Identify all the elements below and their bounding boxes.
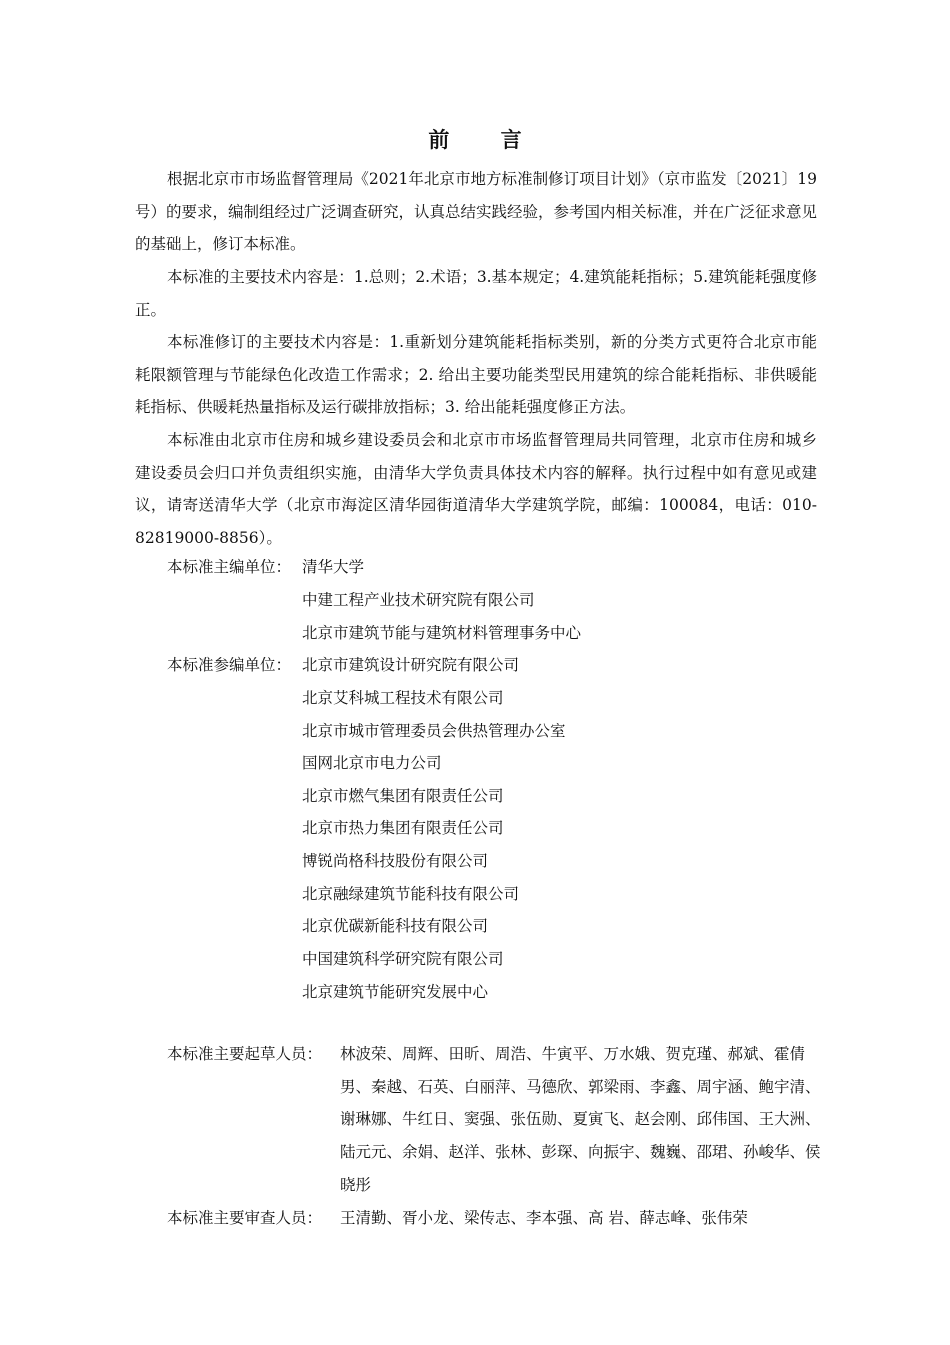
participating-unit: 北京融绿建筑节能科技有限公司 [302, 885, 520, 903]
participating-unit: 北京艾科城工程技术有限公司 [302, 689, 504, 707]
participating-unit: 北京市城市管理委员会供热管理办公室 [302, 722, 566, 740]
participating-unit: 北京优碳新能科技有限公司 [302, 917, 489, 935]
participating-unit: 国网北京市电力公司 [302, 754, 442, 772]
paragraph-main-content: 本标准的主要技术内容是：1.总则；2.术语；3.基本规定；4.建筑能耗指标；5.建筑能耗强度修正。 [135, 268, 817, 319]
drafters-names: 林波荣、周辉、田昕、周浩、牛寅平、万水娥、贺克瑾、郝斌、霍倩男、秦越、石英、白丽萍、马德欣、郭梁雨、李鑫、周宇涵、鲍宇清、谢琳娜、牛红日、窦强、张伍勋、夏寅飞、赵会刚、邱伟国、王大洲、陆元元、余娟、赵洋、张林、彭琛、向振宇、魏巍、邵珺、孙峻华、侯晓彤 [340, 1045, 821, 1194]
paragraph-basis: 根据北京市市场监督管理局《2021年北京市地方标准制修订项目计划》（京市监发〔2021〕19号）的要求，编制组经过广泛调查研究，认真总结实践经验，参考国内相关标准，并在广泛征求意见的基础上，修订本标准。 [135, 170, 818, 254]
drafters-label: 本标准主要起草人员： [167, 1045, 323, 1063]
paragraph-management: 本标准由北京市住房和城乡建设委员会和北京市市场监督管理局共同管理，北京市住房和城乡建设委员会归口并负责组织实施，由清华大学负责具体技术内容的解释。执行过程中如有意见或建议，请寄送清华大学（北京市海淀区清华园街道清华大学建筑学院，邮编：100084，电话：010-82819000-8856）。 [135, 431, 817, 548]
paragraph-revision-content: 本标准修订的主要技术内容是：1.重新划分建筑能耗指标类别，新的分类方式更符合北京市能耗限额管理与节能绿色化改造工作需求；2. 给出主要功能类型民用建筑的综合能耗指标、非供暖能耗指标、供暖耗热量指标及运行碳排放指标；3. 给出能耗强度修正方法。 [135, 333, 817, 417]
chief-units-label: 本标准主编单位： [167, 558, 292, 576]
participating-units-label: 本标准参编单位： [167, 656, 292, 674]
reviewers-label: 本标准主要审查人员： [167, 1209, 323, 1227]
chief-unit: 中建工程产业技术研究院有限公司 [302, 591, 535, 609]
chief-unit: 北京市建筑节能与建筑材料管理事务中心 [302, 624, 582, 642]
participating-unit: 博锐尚格科技股份有限公司 [302, 852, 489, 870]
participating-unit: 北京建筑节能研究发展中心 [302, 983, 489, 1001]
page-title: 前 言 [428, 127, 544, 152]
participating-unit: 北京市燃气集团有限责任公司 [302, 787, 504, 805]
chief-unit: 清华大学 [302, 558, 365, 576]
participating-unit: 中国建筑科学研究院有限公司 [302, 950, 504, 968]
participating-unit: 北京市建筑设计研究院有限公司 [302, 656, 520, 674]
participating-unit: 北京市热力集团有限责任公司 [302, 819, 504, 837]
reviewers-names: 王清勤、胥小龙、梁传志、李本强、高 岩、薛志峰、张伟荣 [340, 1209, 748, 1227]
